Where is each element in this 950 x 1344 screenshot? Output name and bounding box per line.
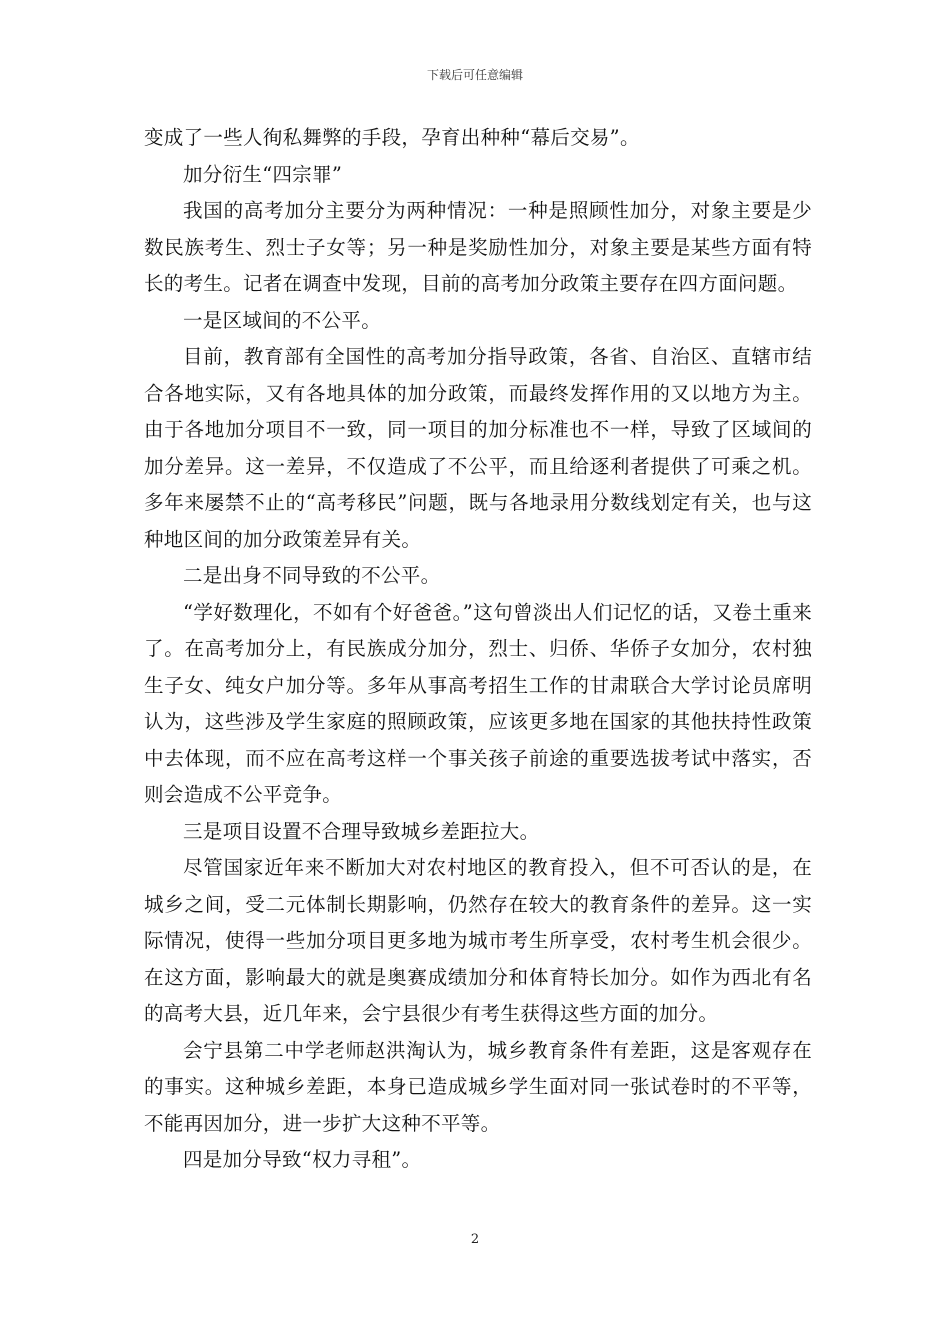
section-heading: 加分衍生“四宗罪”: [183, 162, 343, 186]
paragraph: 尽管国家近年来不断加大对农村地区的教育投入，但不可否认的是，在城乡之间，受二元体制长期影响，仍然存在较大的教育条件的差异。这一实际情况，使得一些加分项目更多地为城市考生所享受，农村考生机会很少。在这方面，影响最大的就是奥赛成绩加分和体育特长加分。如作为西北有名的高考大县，近几年来，会宁县很少有考生获得这些方面的加分。: [144, 856, 812, 1025]
point-heading: 一是区域间的不公平。: [183, 308, 382, 332]
point-heading: 四是加分导致“权力寻租”。: [183, 1148, 422, 1171]
paragraph: 变成了一些人徇私舞弊的手段，孕育出种种“幕后交易”。: [144, 126, 640, 149]
paragraph: 我国的高考加分主要分为两种情况：一种是照顾性加分，对象主要是少数民族考生、烈士子女等；另一种是奖励性加分，对象主要是某些方面有特长的考生。记者在调查中发现，目前的高考加分政策主要存在四方面问题。: [144, 199, 812, 295]
page-number: 2: [470, 1232, 480, 1247]
document-body: [144, 120, 812, 1179]
page-header: 下载后可任意编辑: [426, 68, 523, 82]
point-heading: 三是项目设置不合理导致城乡差距拉大。: [183, 819, 540, 843]
point-heading: 二是出身不同导致的不公平。: [183, 564, 441, 587]
paragraph: “学好数理化，不如有个好爸爸。”这句曾淡出人们记忆的话，又卷土重来了。在高考加分上，有民族成分加分，烈士、归侨、华侨子女加分，农村独生子女、纯女户加分等。多年从事高考招生工作的甘肃联合大学讨论员席明认为，这些涉及学生家庭的照顾政策，应该更多地在国家的其他扶持性政策中去体现，而不应在高考这样一个事关孩子前途的重要选拔考试中落实，否则会造成不公平竞争。: [144, 600, 812, 806]
paragraph: 会宁县第二中学老师赵洪淘认为，城乡教育条件有差距，这是客观存在的事实。这种城乡差距，本身已造成城乡学生面对同一张试卷时的不平等，不能再因加分，进一步扩大这种不平等。: [144, 1038, 812, 1135]
paragraph: 目前，教育部有全国性的高考加分指导政策，各省、自治区、直辖市结合各地实际，又有各地具体的加分政策，而最终发挥作用的又以地方为主。由于各地加分项目不一致，同一项目的加分标准也不一样，导致了区域间的加分差异。这一差异，不仅造成了不公平，而且给逐利者提供了可乘之机。多年来屡禁不止的“高考移民”问题，既与各地录用分数线划定有关，也与这种地区间的加分政策差异有关。: [144, 345, 812, 551]
